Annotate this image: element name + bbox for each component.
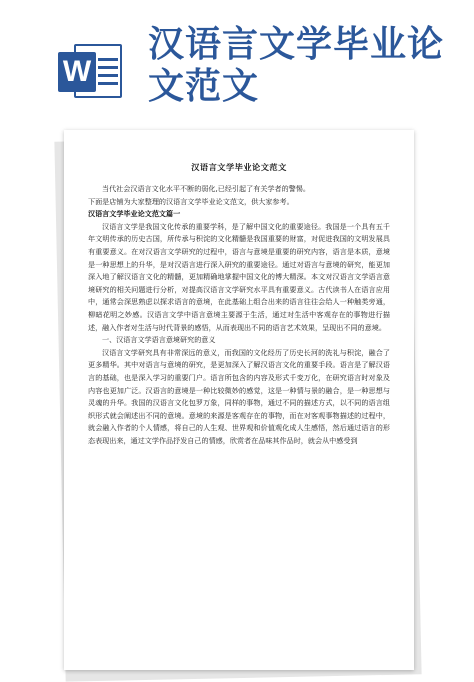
body-paragraph-2: 汉语言文学研究具有非常深远的意义，而我国的文化经历了历史长河的洗礼与积淀，融合了更多精华。其中对语言与意境的研究，是更加深入了解汉语言文化的重要手段。语言是了解汉语言的基础，也是深入学习的重要门户。语言所包含的内容及形式千变万化，在研究语言时对象及内容也更加广泛。汉语言的意境是一种比较微妙的感觉，这是一种情与景的融合，是一种思想与灵魂的升华。我国的汉语言文化包罗万象，同样的事物，通过不同的描述方式，以不同的语言组织形式就会阐述出不同的意境。意境的来源是客观存在的事物，而在对客观事物描述的过程中，就会融入作者的个人情感，将自己的人生观、世界观和价值观化成人生感悟，然后通过语言的形态表现出来，通过文学作品抒发自己的情感，欣赏者在品味其作品时，就会从中感受到 bbox=[88, 347, 390, 445]
banner-title-line-1: 汉语言文学毕业论 bbox=[148, 24, 445, 65]
document-title: 汉语言文学毕业论文范文 bbox=[191, 162, 287, 172]
banner-title-line-2: 文范文 bbox=[148, 66, 260, 107]
intro-paragraph-2: 下面是店铺为大家整理的汉语言文学毕业论文范文，供大家参考。 bbox=[88, 196, 294, 206]
header-banner bbox=[0, 0, 474, 120]
section-heading-1: 一、汉语言文学语言意境研究的意义 bbox=[102, 335, 216, 345]
body-paragraph-1: 汉语言文学是我国文化传承的重要学科，是了解中国文化的重要途径。我国是一个具有五千年文明传承的历史古国，所传承与积淀的文化精髓是我国重要的财富，对促进我国的文明发展具有重要意义。在对汉语言文学研究的过程中，语言与意境是重要的研究内容，语言是本质，意境是一种思想上的升华，是对汉语言进行深入研究的重要途径。通过对语言与意境的研究，能更加深入地了解汉语言文化的精髓，更加精确地掌握中国文化的博大精深。本文对汉语言文学语言意境研究的相关问题进行分析，对提高汉语言文学研究水平具有重要意义。古代读书人在语言应用中，通常会深思熟虑以探求语言的意境，在此基础上组合出来的语言往往会给人一种触类旁通，柳暗花明之妙感。汉语言文学中语言意境主要源于生活，通过对生活中客观存在的事物进行描述，融入作者对生活与时代背景的感悟，从而表现出不同的语言艺术效果，呈现出不同的意境。 bbox=[88, 221, 390, 332]
article-subheading: 汉语言文学毕业论文范文篇一 bbox=[88, 209, 181, 219]
word-icon-badge: W bbox=[58, 52, 96, 92]
banner-title bbox=[148, 24, 458, 108]
word-document-icon bbox=[58, 40, 124, 102]
document-page bbox=[64, 130, 414, 670]
intro-paragraph-1: 当代社会汉语言文化水平不断的弱化,已经引起了有关学者的警惕。 bbox=[102, 184, 310, 193]
